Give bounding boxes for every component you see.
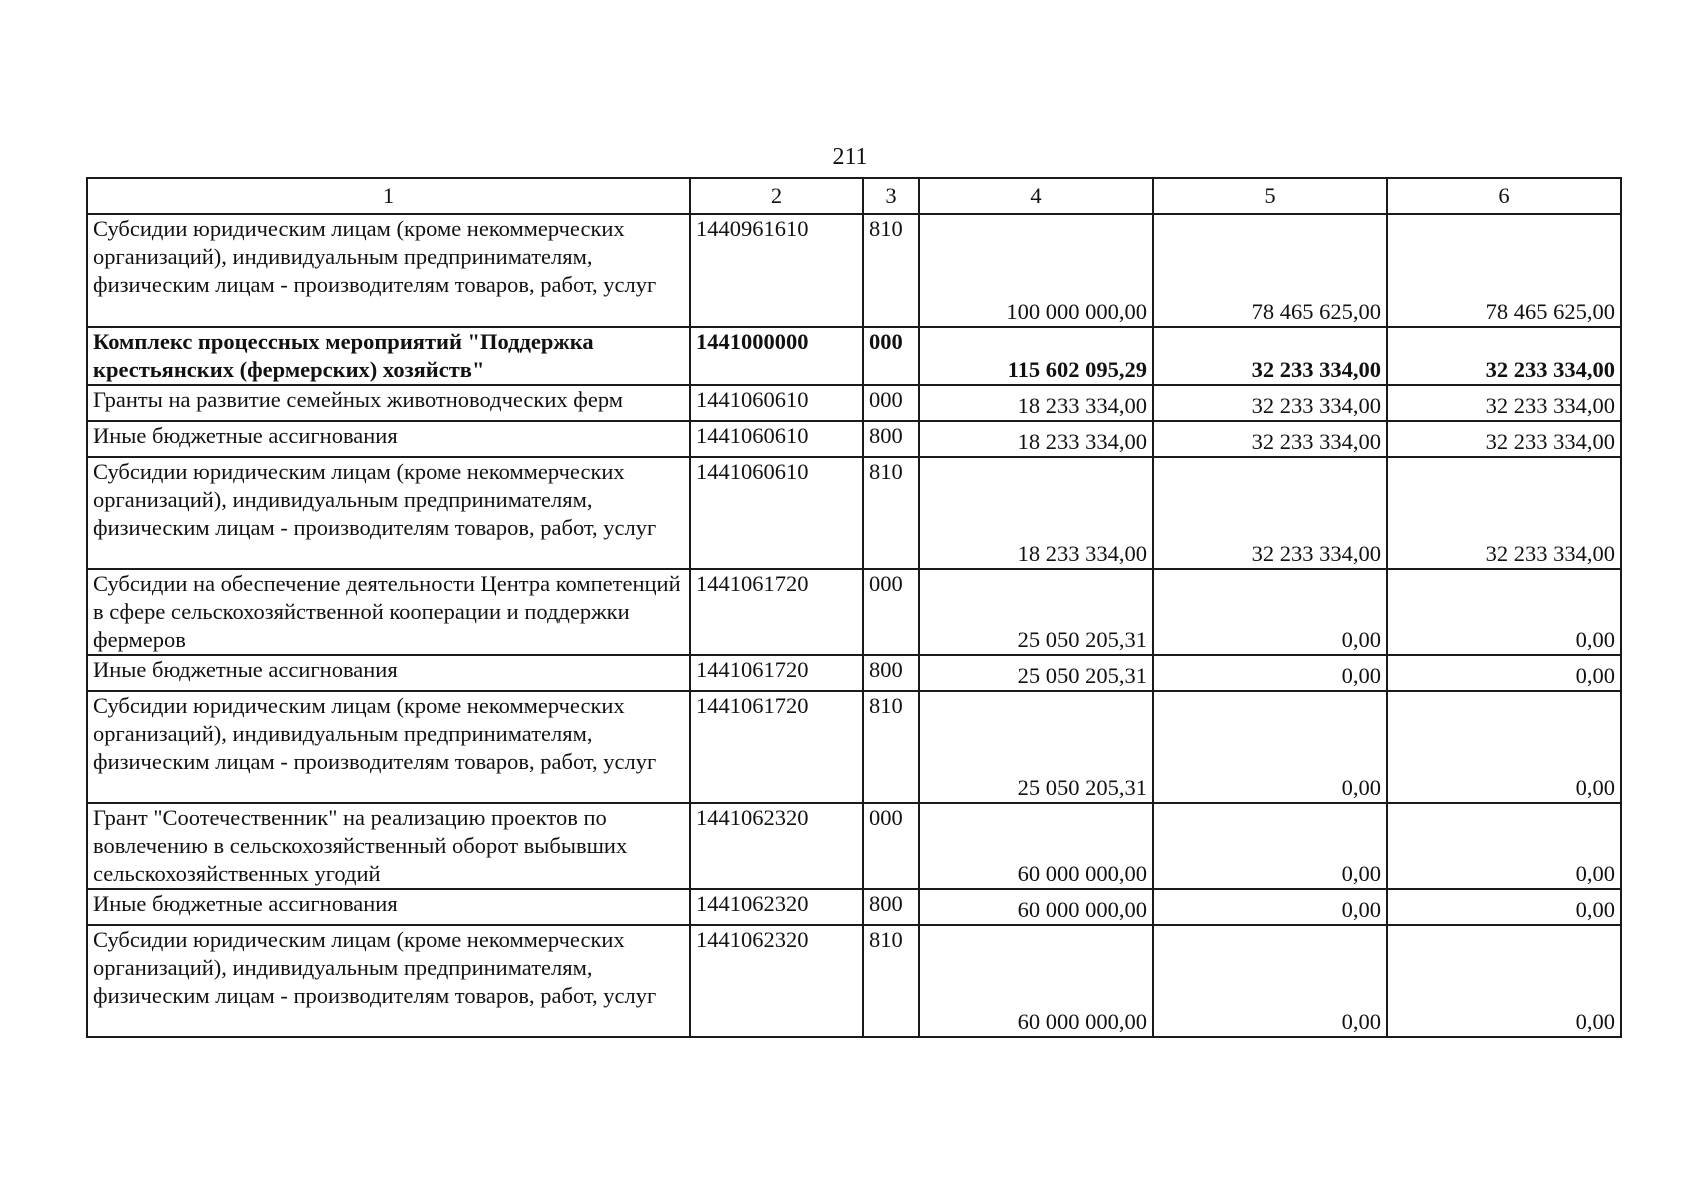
row-amount-2: 32 233 334,00 (1153, 327, 1387, 385)
row-type: 000 (863, 327, 919, 385)
row-type: 810 (863, 214, 919, 327)
row-amount-2: 78 465 625,00 (1153, 214, 1387, 327)
row-name: Субсидии юридическим лицам (кроме некоммерческих организаций), индивидуальным предпринимателям, физическим лицам - производителям товаров, работ, услуг (87, 925, 690, 1037)
table-row (87, 691, 1621, 803)
row-amount-1: 25 050 205,31 (919, 569, 1153, 655)
row-amount-2: 0,00 (1153, 803, 1387, 889)
row-name: Субсидии на обеспечение деятельности Центра компетенций в сфере сельскохозяйственной кооперации и поддержки фермеров (87, 569, 690, 655)
row-code: 1441062320 (690, 925, 863, 1037)
row-amount-2: 0,00 (1153, 889, 1387, 925)
row-amount-1: 25 050 205,31 (919, 655, 1153, 691)
table-row (87, 655, 1621, 691)
table-row (87, 569, 1621, 655)
row-amount-3: 32 233 334,00 (1387, 457, 1621, 569)
row-amount-3: 0,00 (1387, 803, 1621, 889)
row-amount-2: 32 233 334,00 (1153, 385, 1387, 421)
row-name: Грант "Соотечественник" на реализацию проектов по вовлечению в сельскохозяйственный оборот выбывших сельскохозяйственных угодий (87, 803, 690, 889)
row-code: 1441060610 (690, 457, 863, 569)
row-amount-2: 0,00 (1153, 691, 1387, 803)
column-header-6: 6 (1387, 178, 1621, 214)
row-name: Комплекс процессных мероприятий "Поддержка крестьянских (фермерских) хозяйств" (87, 327, 690, 385)
column-header-1: 1 (87, 178, 690, 214)
table-row (87, 889, 1621, 925)
budget-table (86, 177, 1622, 1038)
row-name: Субсидии юридическим лицам (кроме некоммерческих организаций), индивидуальным предпринимателям, физическим лицам - производителям товаров, работ, услуг (87, 214, 690, 327)
row-amount-2: 32 233 334,00 (1153, 421, 1387, 457)
row-amount-3: 78 465 625,00 (1387, 214, 1621, 327)
row-amount-3: 0,00 (1387, 925, 1621, 1037)
row-amount-2: 0,00 (1153, 655, 1387, 691)
row-amount-1: 60 000 000,00 (919, 803, 1153, 889)
column-header-3: 3 (863, 178, 919, 214)
column-header-5: 5 (1153, 178, 1387, 214)
row-code: 1441061720 (690, 655, 863, 691)
row-amount-1: 60 000 000,00 (919, 889, 1153, 925)
header-row (87, 178, 1621, 214)
column-header-2: 2 (690, 178, 863, 214)
table-row (87, 421, 1621, 457)
row-amount-1: 115 602 095,29 (919, 327, 1153, 385)
row-amount-1: 25 050 205,31 (919, 691, 1153, 803)
row-code: 1441062320 (690, 803, 863, 889)
row-code: 1441060610 (690, 385, 863, 421)
row-type: 810 (863, 691, 919, 803)
row-name: Иные бюджетные ассигнования (87, 889, 690, 925)
row-type: 000 (863, 803, 919, 889)
row-code: 1441000000 (690, 327, 863, 385)
row-amount-2: 0,00 (1153, 569, 1387, 655)
row-amount-3: 32 233 334,00 (1387, 327, 1621, 385)
row-amount-1: 18 233 334,00 (919, 457, 1153, 569)
row-type: 800 (863, 889, 919, 925)
row-amount-3: 32 233 334,00 (1387, 385, 1621, 421)
row-amount-1: 18 233 334,00 (919, 385, 1153, 421)
row-code: 1441060610 (690, 421, 863, 457)
table-row (87, 214, 1621, 327)
table-row (87, 457, 1621, 569)
table-row (87, 803, 1621, 889)
row-amount-2: 0,00 (1153, 925, 1387, 1037)
column-header-4: 4 (919, 178, 1153, 214)
table-row (87, 327, 1621, 385)
row-code: 1441062320 (690, 889, 863, 925)
row-amount-3: 0,00 (1387, 655, 1621, 691)
page-number: 211 (832, 144, 868, 170)
row-amount-3: 0,00 (1387, 691, 1621, 803)
row-name: Субсидии юридическим лицам (кроме некоммерческих организаций), индивидуальным предпринимателям, физическим лицам - производителям товаров, работ, услуг (87, 457, 690, 569)
table-row (87, 385, 1621, 421)
row-type: 800 (863, 655, 919, 691)
row-type: 000 (863, 569, 919, 655)
row-amount-3: 32 233 334,00 (1387, 421, 1621, 457)
row-amount-1: 18 233 334,00 (919, 421, 1153, 457)
row-name: Субсидии юридическим лицам (кроме некоммерческих организаций), индивидуальным предпринимателям, физическим лицам - производителям товаров, работ, услуг (87, 691, 690, 803)
row-type: 810 (863, 457, 919, 569)
row-name: Иные бюджетные ассигнования (87, 655, 690, 691)
row-code: 1441061720 (690, 569, 863, 655)
row-amount-1: 60 000 000,00 (919, 925, 1153, 1037)
row-amount-3: 0,00 (1387, 889, 1621, 925)
row-amount-3: 0,00 (1387, 569, 1621, 655)
row-type: 810 (863, 925, 919, 1037)
row-amount-2: 32 233 334,00 (1153, 457, 1387, 569)
row-code: 1440961610 (690, 214, 863, 327)
row-type: 800 (863, 421, 919, 457)
row-name: Гранты на развитие семейных животноводческих ферм (87, 385, 690, 421)
row-code: 1441061720 (690, 691, 863, 803)
row-amount-1: 100 000 000,00 (919, 214, 1153, 327)
table-row (87, 925, 1621, 1037)
row-name: Иные бюджетные ассигнования (87, 421, 690, 457)
row-type: 000 (863, 385, 919, 421)
